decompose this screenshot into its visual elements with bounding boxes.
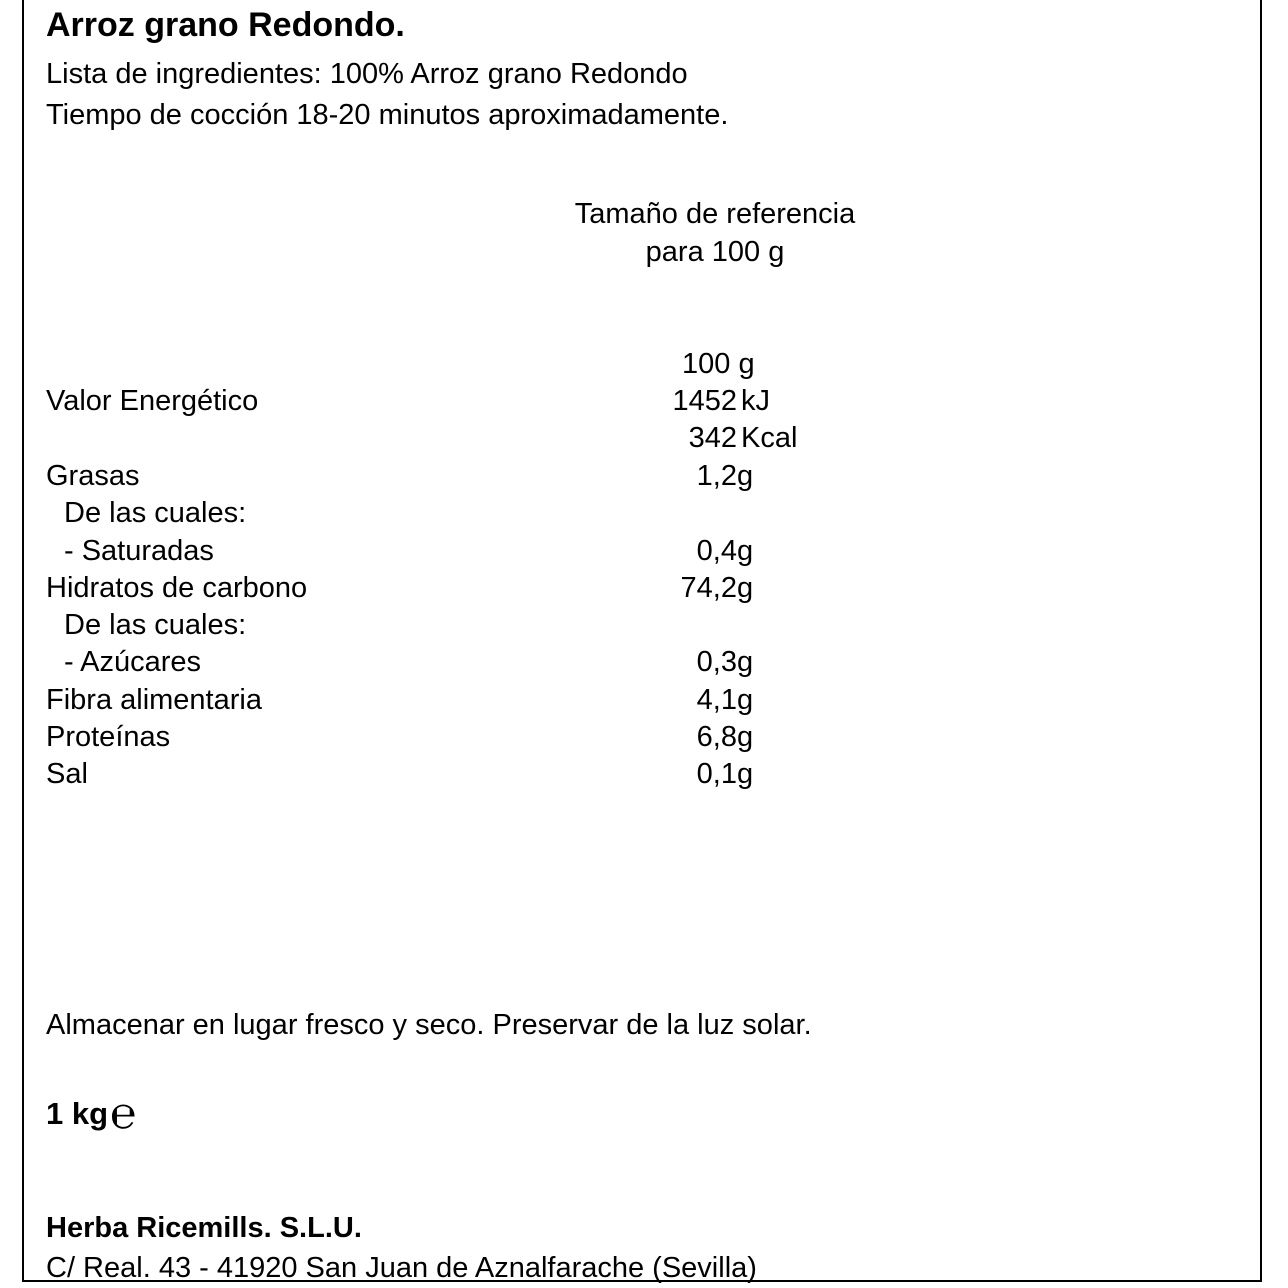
estimated-sign-icon: ℮	[110, 1089, 137, 1138]
nutrition-value-energy-kcal: 342	[688, 422, 737, 454]
product-title: Arroz grano Redondo.	[46, 6, 405, 44]
nutrition-value-sugars: 0,3	[696, 646, 737, 678]
nutrition-label-salt: Sal	[46, 758, 88, 790]
net-weight	[46, 1089, 137, 1138]
nutrition-label-sugars: - Azúcares	[64, 646, 201, 678]
nutrition-unit-carbohydrates: g	[737, 572, 754, 604]
nutrition-value-carbohydrates: 74,2	[680, 572, 737, 604]
nutrition-value-fiber: 4,1	[696, 684, 737, 716]
label-frame	[22, 0, 1262, 1282]
nutrition-value-salt: 0,1	[696, 758, 737, 790]
nutrition-label-carbs-subheading: De las cuales:	[64, 609, 247, 641]
nutrition-unit-fat: g	[737, 460, 754, 492]
nutrition-label-fat-subheading: De las cuales:	[64, 497, 247, 529]
net-weight-value: 1 kg	[46, 1096, 109, 1131]
nutrition-value-saturated: 0,4	[696, 535, 737, 567]
reference-size-line2: para 100 g	[645, 236, 785, 268]
nutrition-label-fiber: Fibra alimentaria	[46, 684, 262, 716]
nutrition-unit-protein: g	[737, 721, 754, 753]
nutrition-label-energy: Valor Energético	[46, 385, 259, 417]
nutrition-value-energy-kj: 1452	[672, 385, 737, 417]
nutrition-label-saturated: - Saturadas	[64, 535, 214, 567]
nutrition-value-protein: 6,8	[696, 721, 737, 753]
storage-instructions: Almacenar en lugar fresco y seco. Preservar de la luz solar.	[46, 1009, 812, 1041]
nutrition-unit-energy-kj: kJ	[741, 385, 770, 417]
ingredients-text: Lista de ingredientes: 100% Arroz grano Redondo	[46, 58, 688, 90]
company-name: Herba Ricemills. S.L.U.	[46, 1212, 362, 1244]
nutrition-column-header: 100 g	[682, 348, 755, 380]
reference-size-line1: Tamaño de referencia	[574, 198, 856, 230]
company-address: C/ Real. 43 - 41920 San Juan de Aznalfarache (Sevilla)	[46, 1252, 757, 1284]
nutrition-unit-energy-kcal: Kcal	[741, 422, 798, 454]
nutrition-unit-fiber: g	[737, 684, 754, 716]
nutrition-unit-saturated: g	[737, 535, 754, 567]
nutrition-unit-sugars: g	[737, 646, 754, 678]
nutrition-value-fat: 1,2	[696, 460, 737, 492]
nutrition-label-fat: Grasas	[46, 460, 140, 492]
nutrition-unit-salt: g	[737, 758, 754, 790]
nutrition-label-protein: Proteínas	[46, 721, 171, 753]
nutrition-label-carbohydrates: Hidratos de carbono	[46, 572, 308, 604]
cooking-time-text: Tiempo de cocción 18-20 minutos aproximadamente.	[46, 99, 729, 131]
